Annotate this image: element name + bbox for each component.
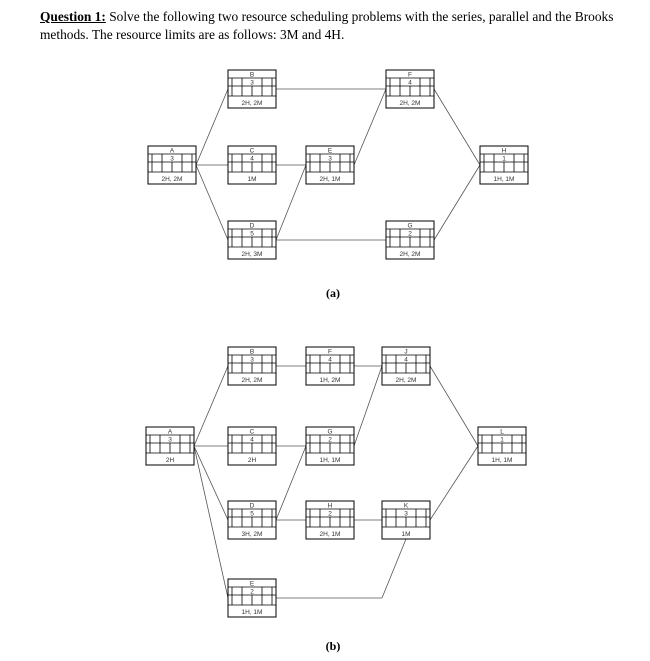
svg-text:G: G bbox=[327, 428, 333, 436]
svg-text:2H, 2M: 2H, 2M bbox=[161, 176, 183, 183]
activity-node-b-C bbox=[228, 427, 276, 465]
svg-text:2H, 3M: 2H, 3M bbox=[241, 251, 263, 258]
svg-text:1M: 1M bbox=[247, 176, 257, 183]
activity-node-a-B bbox=[228, 70, 276, 108]
activity-node-b-G bbox=[306, 427, 354, 465]
svg-text:A: A bbox=[169, 147, 175, 155]
svg-text:5: 5 bbox=[250, 510, 254, 518]
svg-text:3: 3 bbox=[170, 155, 174, 163]
activity-node-b-A bbox=[146, 427, 194, 465]
svg-text:2H, 2M: 2H, 2M bbox=[399, 100, 421, 107]
svg-text:4: 4 bbox=[250, 436, 254, 444]
caption-b: (b) bbox=[325, 639, 341, 653]
svg-text:1: 1 bbox=[500, 436, 504, 444]
svg-text:H: H bbox=[501, 147, 507, 155]
svg-text:2: 2 bbox=[328, 510, 332, 518]
activity-node-a-G bbox=[386, 221, 434, 259]
svg-text:2H, 2M: 2H, 2M bbox=[241, 377, 263, 384]
svg-text:B: B bbox=[249, 71, 255, 79]
question-label: Question 1: bbox=[40, 9, 106, 24]
svg-text:2H, 1M: 2H, 1M bbox=[319, 531, 341, 538]
svg-text:5: 5 bbox=[250, 230, 254, 238]
activity-node-a-C bbox=[228, 146, 276, 184]
activity-node-a-F bbox=[386, 70, 434, 108]
svg-text:F: F bbox=[328, 348, 332, 356]
svg-text:B: B bbox=[249, 348, 255, 356]
question-body: Solve the following two resource scheduling problems with the series, parallel and the Brooks methods. The resource limits are as follows: 3M and 4H. bbox=[40, 9, 614, 42]
svg-text:4: 4 bbox=[250, 155, 254, 163]
svg-text:J: J bbox=[404, 348, 408, 356]
svg-text:2H, 2M: 2H, 2M bbox=[395, 377, 417, 384]
svg-text:3: 3 bbox=[328, 155, 332, 163]
svg-text:E: E bbox=[249, 580, 255, 588]
activity-node-a-H bbox=[480, 146, 528, 184]
activity-node-b-D bbox=[228, 501, 276, 539]
svg-text:2H, 2M: 2H, 2M bbox=[399, 251, 421, 258]
svg-text:4: 4 bbox=[404, 356, 408, 364]
svg-text:1: 1 bbox=[502, 155, 506, 163]
svg-text:3: 3 bbox=[250, 356, 254, 364]
svg-text:3: 3 bbox=[250, 79, 254, 87]
activity-node-b-J bbox=[382, 347, 430, 385]
svg-text:2H, 1M: 2H, 1M bbox=[319, 176, 341, 183]
activity-node-a-A bbox=[148, 146, 196, 184]
activity-node-b-F bbox=[306, 347, 354, 385]
svg-text:1H, 1M: 1H, 1M bbox=[491, 457, 513, 464]
svg-text:D: D bbox=[249, 222, 255, 230]
svg-text:C: C bbox=[249, 428, 255, 436]
svg-text:E: E bbox=[327, 147, 333, 155]
svg-text:L: L bbox=[500, 428, 504, 436]
network-b-edges bbox=[194, 366, 478, 598]
svg-text:C: C bbox=[249, 147, 255, 155]
svg-text:3: 3 bbox=[404, 510, 408, 518]
activity-node-b-K bbox=[382, 501, 430, 539]
svg-text:3: 3 bbox=[168, 436, 172, 444]
svg-text:1H, 2M: 1H, 2M bbox=[319, 377, 341, 384]
svg-text:2: 2 bbox=[328, 436, 332, 444]
activity-node-b-B bbox=[228, 347, 276, 385]
svg-text:1H, 1M: 1H, 1M bbox=[319, 457, 341, 464]
svg-text:4: 4 bbox=[328, 356, 332, 364]
caption-a: (a) bbox=[326, 286, 340, 300]
svg-text:4: 4 bbox=[408, 79, 412, 87]
svg-text:1H, 1M: 1H, 1M bbox=[493, 176, 515, 183]
activity-node-b-L bbox=[478, 427, 526, 465]
svg-text:1H, 1M: 1H, 1M bbox=[241, 609, 263, 616]
svg-text:A: A bbox=[167, 428, 173, 436]
svg-text:2H: 2H bbox=[247, 457, 257, 464]
svg-text:F: F bbox=[408, 71, 412, 79]
svg-text:3H, 2M: 3H, 2M bbox=[241, 531, 263, 538]
svg-text:G: G bbox=[407, 222, 413, 230]
svg-text:H: H bbox=[327, 502, 333, 510]
svg-text:1M: 1M bbox=[401, 531, 411, 538]
activity-node-b-E bbox=[228, 579, 276, 617]
svg-text:D: D bbox=[249, 502, 255, 510]
activity-node-a-D bbox=[228, 221, 276, 259]
svg-text:K: K bbox=[403, 502, 409, 510]
svg-text:2H, 2M: 2H, 2M bbox=[241, 100, 263, 107]
activity-node-b-H bbox=[306, 501, 354, 539]
svg-text:2: 2 bbox=[408, 230, 412, 238]
activity-node-a-E bbox=[306, 146, 354, 184]
svg-text:2H: 2H bbox=[165, 457, 175, 464]
svg-text:2: 2 bbox=[250, 588, 254, 596]
